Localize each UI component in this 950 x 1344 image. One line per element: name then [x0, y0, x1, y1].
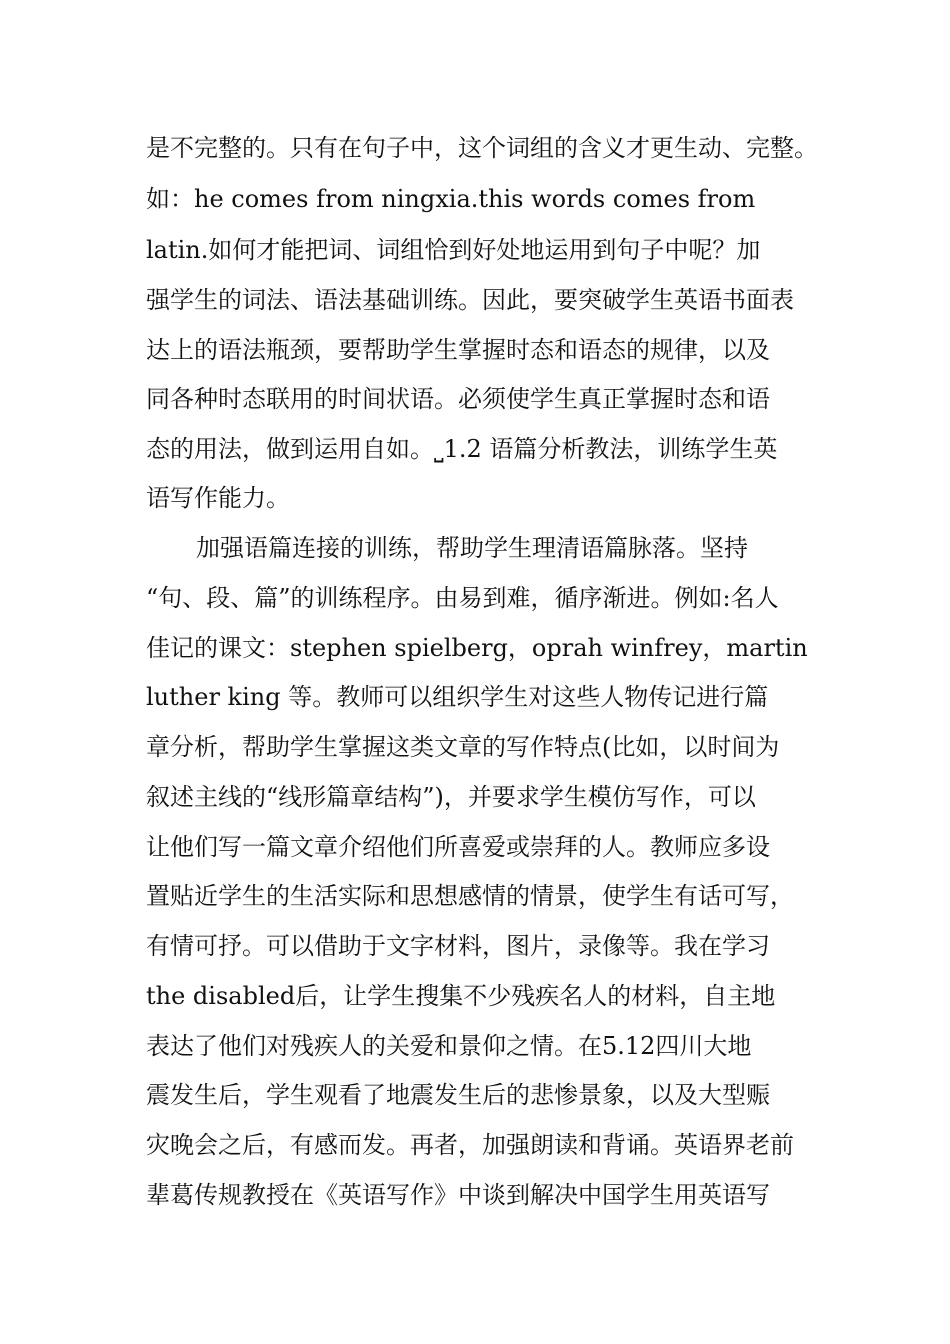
text-line: 如：he comes from ningxia.this words comes from: [146, 185, 756, 213]
text-line: 同各种时态联用的时间状语。必须使学生真正掌握时态和语: [146, 385, 770, 413]
text-line: 灾晚会之后，有感而发。再者，加强朗读和背诵。英语界老前: [146, 1131, 794, 1159]
text-line: 有情可抒。可以借助于文字材料，图片，录像等。我在学习: [146, 932, 770, 960]
text-line: 震发生后，学生观看了地震发生后的悲惨景象，以及大型赈: [146, 1081, 770, 1109]
text-line: 表达了他们对残疾人的关爱和景仰之情。在5.12四川大地: [146, 1032, 752, 1060]
paragraph-first-line: 加强语篇连接的训练，帮助学生理清语篇脉落。坚持: [196, 534, 748, 562]
text-line: 置贴近学生的生活实际和思想感情的情景，使学生有话可写，: [146, 882, 794, 910]
text-line: 是不完整的。只有在句子中，这个词组的含义才更生动、完整。: [146, 134, 818, 162]
text-line: 态的用法，做到运用自如。⎵1.2 语篇分析教法，训练学生英: [146, 435, 778, 463]
text-line: 辈葛传规教授在《英语写作》中谈到解决中国学生用英语写: [146, 1181, 770, 1209]
text-line: 章分析，帮助学生掌握这类文章的写作特点(比如，以时间为: [146, 733, 780, 761]
text-line: “句、段、篇”的训练程序。由易到难，循序渐进。例如:名人: [146, 584, 779, 612]
text-line: 佳记的课文：stephen spielberg，oprah winfrey，martin: [146, 634, 808, 662]
text-line: the disabled后，让学生搜集不少残疾名人的材料，自主地: [146, 982, 776, 1010]
text-line: 达上的语法瓶颈，要帮助学生掌握时态和语态的规律，以及: [146, 336, 770, 364]
text-line: luther king 等。教师可以组织学生对这些人物传记进行篇: [146, 683, 769, 711]
text-line: latin.如何才能把词、词组恰到好处地运用到句子中呢？加: [146, 236, 761, 264]
text-line: 叙述主线的“线形篇章结构”)，并要求学生模仿写作，可以: [146, 783, 756, 811]
text-line: 语写作能力。: [146, 484, 290, 512]
text-line: 让他们写一篇文章介绍他们所喜爱或崇拜的人。教师应多设: [146, 833, 770, 861]
text-line: 强学生的词法、语法基础训练。因此，要突破学生英语书面表: [146, 286, 794, 314]
